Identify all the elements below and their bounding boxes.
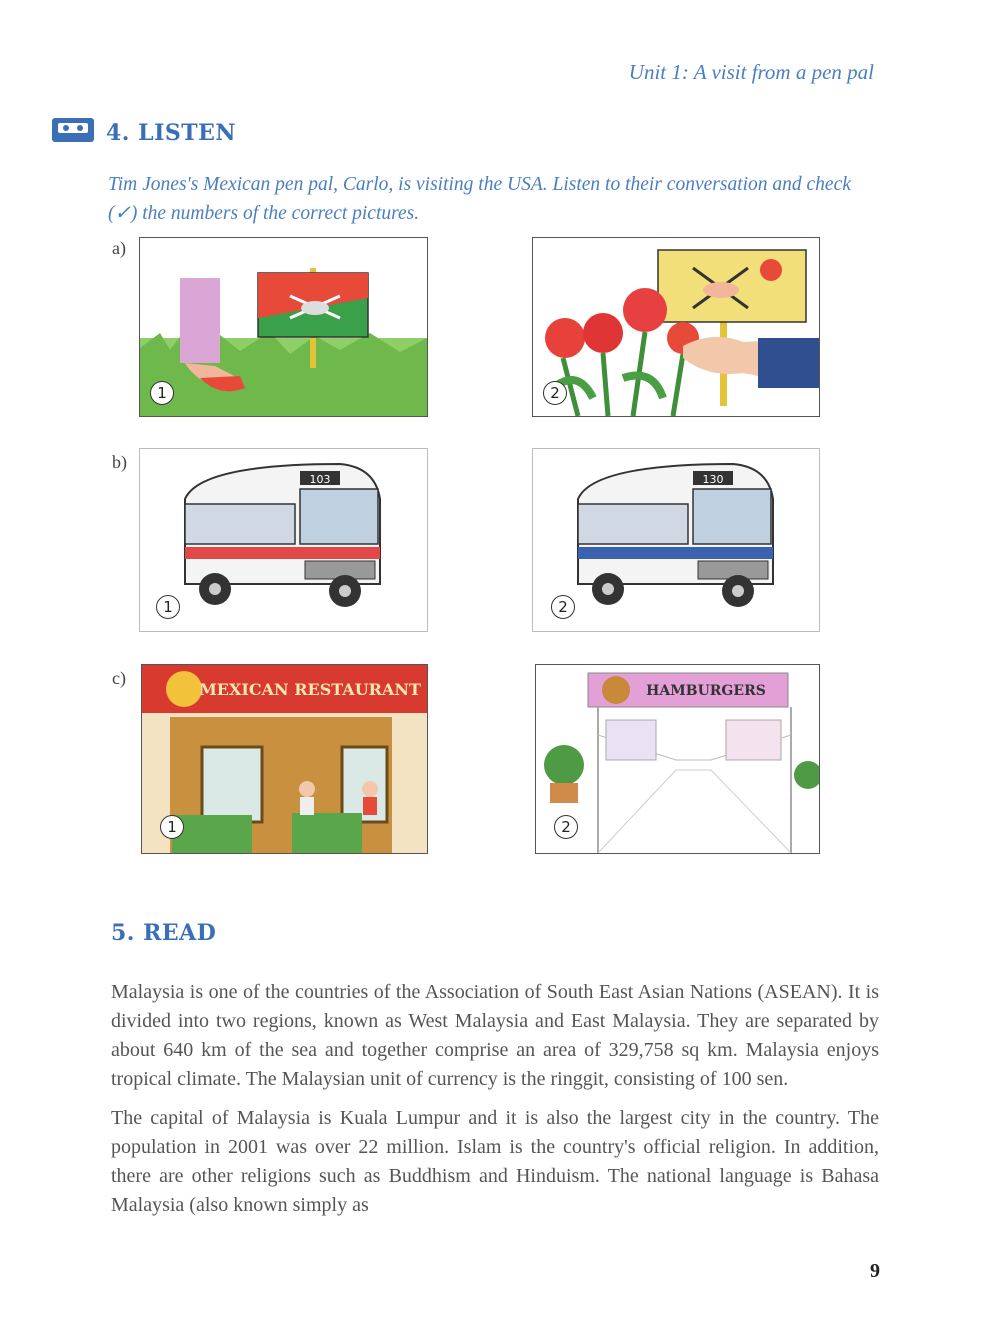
picture-a2-flowers-sign bbox=[532, 237, 820, 417]
row-label-a: a) bbox=[112, 238, 126, 258]
picture-number-b2: 2 bbox=[551, 595, 575, 619]
listen-instruction: Tim Jones's Mexican pen pal, Carlo, is visiting the USA. Listen to their conversation and check (✓) the numbers of the correct pictures. bbox=[108, 174, 851, 224]
page-number: 9 bbox=[870, 1260, 880, 1282]
sign-hamburgers: HAMBURGERS bbox=[646, 683, 766, 699]
picture-number-c2: 2 bbox=[554, 815, 578, 839]
read-paragraph-2: The capital of Malaysia is Kuala Lumpur and it is also the largest city in the country. The population in 2001 was over 22 million. Islam is the country's official religion. In addition, there are other religions such as Buddhism and Hinduism. The national language is Bahasa Malaysia (also known simply as bbox=[111, 1107, 879, 1216]
row-label-c: c) bbox=[112, 668, 126, 688]
picture-number-a2: 2 bbox=[543, 381, 567, 405]
picture-number-a1: 1 bbox=[150, 381, 174, 405]
picture-c1-mexican-restaurant bbox=[141, 664, 428, 854]
read-paragraph-1: Malaysia is one of the countries of the Association of South East Asian Nations (ASEAN). It is divided into two regions, known as West Malaysia and East Malaysia. They are separated by about 640 km of the sea and together comprise an area of 329,758 sq km. Malaysia enjoys tropical climate. The Malaysian unit of currency is the ringgit, consisting of 100 sen. bbox=[111, 981, 879, 1090]
sign-mexican-restaurant: MEXICAN RESTAURANT bbox=[199, 680, 421, 699]
picture-a1-grass-sign bbox=[139, 237, 428, 417]
picture-number-b1: 1 bbox=[156, 595, 180, 619]
picture-number-c1: 1 bbox=[160, 815, 184, 839]
row-label-b: b) bbox=[112, 452, 127, 472]
bus-number-103: 103 bbox=[309, 473, 331, 486]
unit-header: Unit 1: A visit from a pen pal bbox=[628, 60, 874, 84]
picture-c2-hamburgers bbox=[535, 664, 820, 854]
bus-number-130: 130 bbox=[702, 473, 724, 486]
read-passage bbox=[111, 978, 879, 1230]
cassette-icon bbox=[52, 118, 94, 142]
read-section-title: 5. READ bbox=[111, 920, 217, 946]
picture-b2-bus-130 bbox=[532, 448, 820, 632]
listen-section-title: 4. LISTEN bbox=[106, 120, 237, 146]
picture-b1-bus-103 bbox=[139, 448, 428, 632]
